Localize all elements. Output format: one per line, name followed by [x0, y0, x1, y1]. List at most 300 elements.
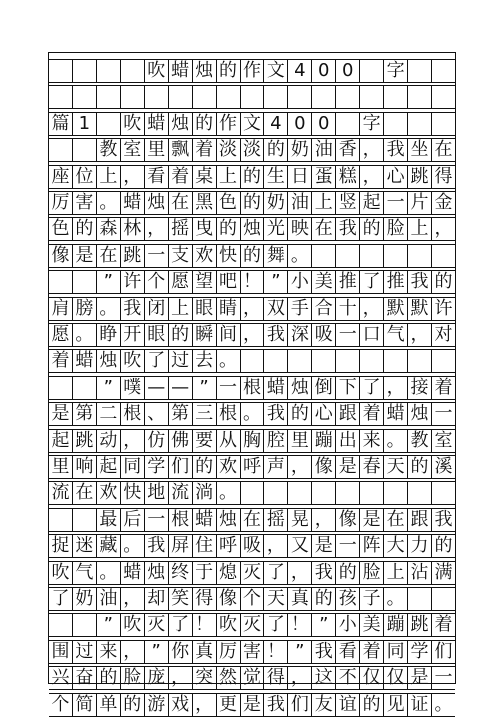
- grid-cell: [193, 85, 217, 109]
- grid-cell: 室: [434, 429, 453, 451]
- grid-cell: 大: [384, 534, 408, 558]
- grid-cell: 了: [169, 613, 193, 637]
- grid-cell: ，: [360, 138, 384, 162]
- grid-cell: 淡: [217, 138, 241, 162]
- grid-cell: 流: [169, 481, 193, 505]
- grid-cell: [49, 138, 73, 162]
- grid-cell: 心: [384, 165, 408, 189]
- grid-cell: [432, 244, 455, 268]
- grid-cell: 后: [121, 508, 145, 532]
- grid-cell: [432, 59, 455, 83]
- grid-cells: [49, 666, 455, 690]
- grid-cell: 的: [360, 693, 384, 717]
- grid-cell: 熄: [217, 561, 241, 585]
- grid-cell: ”: [97, 376, 121, 400]
- grid-cell: 一: [434, 403, 453, 425]
- grid-cell: 们: [434, 640, 453, 662]
- grid-cell: 日: [288, 165, 312, 189]
- grid-cell: 得: [434, 165, 453, 187]
- grid-cell: 个: [241, 587, 265, 611]
- grid-cell: 证: [408, 693, 432, 717]
- grid-cell: 天: [384, 455, 408, 479]
- grid-cell: 蜡: [384, 402, 408, 426]
- grid-cell: [360, 85, 384, 109]
- grid-cell: 力: [408, 534, 432, 558]
- grid-row: [49, 138, 455, 162]
- grid-cell: 突: [193, 666, 217, 690]
- grid-cell: 溪: [434, 456, 453, 477]
- grid-cell: 跟: [408, 508, 432, 532]
- grid-cell: 根: [121, 402, 145, 426]
- grid-cell: 笑: [169, 587, 193, 611]
- grid-cell: ，: [241, 297, 265, 321]
- grid-cell: 在: [73, 481, 97, 505]
- grid-row: [49, 508, 455, 532]
- grid-cell: 接: [408, 376, 432, 400]
- grid-cell: 许: [434, 297, 453, 319]
- grid-row: [49, 455, 455, 479]
- grid-cell: 在: [241, 508, 265, 532]
- grid-cell: [241, 85, 265, 109]
- grid-cell: 欢: [193, 244, 217, 268]
- grid-cell: [121, 85, 145, 109]
- grid-cell: 双: [264, 297, 288, 321]
- grid-cell: 跟: [336, 402, 360, 426]
- grid-cell: [336, 244, 360, 268]
- grid-cell: 烛: [217, 508, 241, 532]
- grid-row: [49, 244, 455, 268]
- grid-cell: 蜡: [73, 349, 97, 373]
- grid-cell: [312, 244, 336, 268]
- grid-cell: [360, 59, 384, 83]
- grid-cell: 快: [121, 481, 145, 505]
- grid-cell: 呼: [217, 534, 241, 558]
- grid-cells: [49, 349, 455, 373]
- grid-cell: 觉: [241, 666, 265, 690]
- grid-cell: 起: [360, 191, 384, 215]
- grid-cell: 春: [360, 455, 384, 479]
- grid-cell: 蜡: [121, 191, 145, 215]
- grid-row: [49, 640, 455, 664]
- grid-cell: 天: [264, 587, 288, 611]
- grid-cell: [360, 244, 384, 268]
- grid-cells: [49, 376, 455, 400]
- grid-cell: 像: [49, 244, 73, 268]
- grid-cell: [145, 85, 169, 109]
- grid-cell: [288, 481, 312, 505]
- grid-cell: ！: [193, 613, 217, 637]
- grid-cell: [73, 613, 97, 637]
- grid-cell: 根: [241, 376, 265, 400]
- grid-cell: 满: [434, 561, 453, 583]
- grid-cell: 的: [408, 455, 432, 479]
- grid-cell: [49, 613, 73, 637]
- grid-cells: [49, 534, 455, 558]
- grid-cell: 教: [97, 138, 121, 162]
- grid-cell: 阵: [360, 534, 384, 558]
- grid-cell: 默: [408, 297, 432, 321]
- grid-cell: [432, 112, 455, 136]
- grid-cell: 第: [169, 402, 193, 426]
- grid-cell: 的: [73, 217, 97, 241]
- grid-cell: 你: [169, 640, 193, 664]
- grid-cell: 的: [241, 165, 265, 189]
- grid-cell: 烛: [145, 191, 169, 215]
- grid-cell: [49, 270, 73, 294]
- grid-cell: [49, 376, 73, 400]
- grid-cell: 美: [312, 270, 336, 294]
- grid-cell: 着: [169, 165, 193, 189]
- grid-cell: 的: [434, 535, 453, 557]
- grid-row: [49, 112, 455, 136]
- grid-cell: 上: [97, 165, 121, 189]
- grid-cell: 眼: [193, 297, 217, 321]
- grid-cell: 上: [312, 191, 336, 215]
- grid-cell: [408, 349, 432, 373]
- grid-cell: ！: [264, 640, 288, 664]
- grid-cell: 我: [145, 534, 169, 558]
- grid-cell: 腔: [264, 429, 288, 453]
- grid-cell: 摇: [264, 508, 288, 532]
- grid-cell: 来: [97, 640, 121, 664]
- grid-cell: ，: [121, 165, 145, 189]
- grid-cell: 。: [288, 244, 312, 268]
- grid-cell: 。: [121, 534, 145, 558]
- grid-cell: 学: [145, 455, 169, 479]
- grid-cell: 了: [360, 270, 384, 294]
- grid-cell: ”: [312, 613, 336, 637]
- grid-cell: [432, 481, 455, 505]
- grid-cell: [49, 508, 73, 532]
- grid-cell: 位: [73, 165, 97, 189]
- grid-cell: 着: [193, 138, 217, 162]
- grid-cell: 上: [169, 297, 193, 321]
- grid-cell: ！: [241, 270, 265, 294]
- grid-cell: 肩: [49, 297, 73, 321]
- grid-cell: 要: [193, 429, 217, 453]
- grid-cell: 一: [217, 376, 241, 400]
- grid-cell: ，: [408, 323, 432, 347]
- grid-cell: 。: [97, 297, 121, 321]
- grid-cell: 飘: [169, 138, 193, 162]
- grid-cell: 戏: [169, 693, 193, 717]
- grid-cell: [408, 587, 432, 611]
- grid-cell: 的: [434, 271, 453, 293]
- grid-cell: 对: [434, 324, 453, 345]
- grid-cell: 。: [384, 429, 408, 453]
- grid-cell: 蹦: [384, 613, 408, 637]
- grid-cell: ，: [169, 666, 193, 690]
- grid-cell: 口: [360, 323, 384, 347]
- grid-cell: [169, 85, 193, 109]
- grid-cell: 噗: [121, 376, 145, 400]
- grid-cell: 起: [97, 455, 121, 479]
- grid-cell: 得: [264, 666, 288, 690]
- grid-cell: [336, 85, 360, 109]
- grid-cell: 我: [434, 508, 453, 530]
- grid-cells: [49, 640, 455, 664]
- grid-cell: 一: [336, 534, 360, 558]
- grid-cell: 的: [288, 402, 312, 426]
- grid-cell: [73, 85, 97, 109]
- grid-cell: [408, 481, 432, 505]
- grid-cell: 第: [73, 402, 97, 426]
- grid-row: [49, 481, 455, 505]
- grid-cell: 害: [73, 191, 97, 215]
- grid-cell: 着: [434, 614, 453, 636]
- grid-cell: 烛: [97, 349, 121, 373]
- grid-row: [49, 402, 455, 426]
- grid-cell: 间: [217, 323, 241, 347]
- grid-cell: 舞: [264, 244, 288, 268]
- grid-cell: 个: [145, 270, 169, 294]
- grid-cell: 蜡: [121, 561, 145, 585]
- grid-cell: 终: [169, 561, 193, 585]
- grid-cell: 动: [97, 429, 121, 453]
- grid-cell: 森: [97, 217, 121, 241]
- grid-cell: ，: [121, 640, 145, 664]
- grid-cell: 黑: [193, 191, 217, 215]
- grid-cell: 奶: [264, 191, 288, 215]
- manuscript-grid-sheet: [48, 52, 456, 715]
- grid-cells: [49, 481, 455, 505]
- grid-cell: ，: [264, 534, 288, 558]
- grid-cell: 奶: [73, 587, 97, 611]
- grid-cell: 却: [145, 587, 169, 611]
- grid-cell: [312, 481, 336, 505]
- grid-cell: 吹: [217, 613, 241, 637]
- grid-cell: 的: [169, 323, 193, 347]
- grid-cell: 篇: [49, 112, 73, 136]
- grid-cell: 的: [217, 217, 241, 241]
- grid-cell: 膀: [73, 297, 97, 321]
- grid-cell: 跳: [121, 244, 145, 268]
- grid-cell: 里: [288, 429, 312, 453]
- grid-cell: 庞: [145, 666, 169, 690]
- grid-cell: 。: [97, 561, 121, 585]
- grid-cell: 。: [434, 693, 453, 715]
- grid-cell: [384, 244, 408, 268]
- grid-cell: 蜡: [264, 376, 288, 400]
- grid-cell: 。: [73, 323, 97, 347]
- grid-cell: 4: [264, 112, 288, 136]
- grid-cell: 厉: [49, 191, 73, 215]
- grid-cell: 跳: [408, 613, 432, 637]
- grid-cells: [49, 587, 455, 611]
- grid-cell: 的: [336, 561, 360, 585]
- grid-cell: ”: [264, 270, 288, 294]
- grid-cell: 。: [217, 349, 241, 373]
- grid-row: [49, 534, 455, 558]
- grid-cell: ，: [288, 455, 312, 479]
- grid-row: [49, 297, 455, 321]
- grid-cell: 0: [312, 59, 336, 83]
- grid-cell: 眼: [145, 323, 169, 347]
- grid-cell: [408, 112, 432, 136]
- grid-cell: 着: [360, 640, 384, 664]
- grid-row: [49, 85, 455, 109]
- grid-cell: 来: [360, 429, 384, 453]
- grid-cell: [408, 85, 432, 109]
- grid-cell: 吹: [121, 349, 145, 373]
- grid-cell: 响: [73, 455, 97, 479]
- grid-cell: 学: [408, 640, 432, 664]
- grid-cell: 美: [360, 613, 384, 637]
- grid-cell: 的: [264, 138, 288, 162]
- grid-cell: 最: [97, 508, 121, 532]
- grid-cell: 灭: [145, 613, 169, 637]
- grid-cells: [49, 59, 455, 83]
- grid-cells: [49, 85, 455, 109]
- grid-cell: 淌: [193, 481, 217, 505]
- grid-cell: 金: [434, 192, 453, 213]
- grid-cell: 小: [336, 613, 360, 637]
- grid-cell: 糕: [336, 165, 360, 189]
- grid-cell: ，: [384, 376, 408, 400]
- grid-cell: 我: [384, 138, 408, 162]
- grid-cell: 友: [312, 693, 336, 717]
- grid-cell: 佛: [169, 429, 193, 453]
- grid-cell: 围: [49, 640, 73, 664]
- grid-cell: 厉: [217, 640, 241, 664]
- grid-cell: 0: [336, 59, 360, 83]
- grid-cell: 得: [193, 587, 217, 611]
- grid-row: [49, 217, 455, 241]
- grid-cell: 真: [288, 587, 312, 611]
- grid-cell: [360, 349, 384, 373]
- grid-cells: [49, 112, 455, 136]
- grid-cell: ，: [360, 297, 384, 321]
- grid-cell: 吹: [49, 561, 73, 585]
- grid-cell: 愿: [169, 270, 193, 294]
- grid-cell: 林: [121, 217, 145, 241]
- grid-cell: 谊: [336, 693, 360, 717]
- grid-cells: [49, 429, 455, 453]
- grid-cell: 支: [169, 244, 193, 268]
- grid-cell: 烛: [408, 402, 432, 426]
- grid-cell: 睁: [97, 323, 121, 347]
- grid-cell: 吸: [241, 534, 265, 558]
- grid-cell: 竖: [336, 191, 360, 215]
- grid-cell: 蛋: [312, 165, 336, 189]
- grid-cell: 屏: [169, 534, 193, 558]
- grid-cell: 文: [241, 112, 265, 136]
- grid-cell: 像: [336, 508, 360, 532]
- grid-cell: 上: [217, 165, 241, 189]
- grid-cell: 胸: [241, 429, 265, 453]
- grid-cell: 推: [384, 270, 408, 294]
- grid-cell: [73, 376, 97, 400]
- grid-cells: [49, 561, 455, 585]
- grid-cell: 香: [336, 138, 360, 162]
- grid-cell: ，: [145, 217, 169, 241]
- grid-cell: 、: [145, 402, 169, 426]
- grid-cell: [264, 85, 288, 109]
- grid-cell: 的: [241, 244, 265, 268]
- grid-cell: 简: [73, 693, 97, 717]
- grid-cell: 地: [145, 481, 169, 505]
- grid-row: [49, 165, 455, 189]
- grid-cell: 捉: [49, 534, 73, 558]
- grid-cell: ”: [145, 640, 169, 664]
- grid-cell: 出: [336, 429, 360, 453]
- grid-cell: 字: [384, 59, 408, 83]
- grid-cell: 摇: [169, 217, 193, 241]
- grid-cell: 上: [384, 561, 408, 585]
- grid-cell: ，: [193, 693, 217, 717]
- grid-cell: 映: [288, 217, 312, 241]
- grid-cell: ”: [288, 640, 312, 664]
- grid-cells: [49, 402, 455, 426]
- grid-cell: [97, 85, 121, 109]
- grid-cell: 在: [97, 244, 121, 268]
- grid-cell: 像: [217, 587, 241, 611]
- grid-cell: [288, 349, 312, 373]
- grid-cell: 。: [97, 191, 121, 215]
- grid-cell: 迷: [73, 534, 97, 558]
- grid-cell: 了: [264, 561, 288, 585]
- grid-row: [49, 613, 455, 637]
- grid-cell: 一: [145, 244, 169, 268]
- grid-cell: 起: [49, 429, 73, 453]
- grid-cell: 吹: [145, 59, 169, 83]
- grid-cell: 开: [121, 323, 145, 347]
- grid-cell: [264, 481, 288, 505]
- grid-cells: [49, 270, 455, 294]
- grid-cell: 灭: [241, 561, 265, 585]
- grid-cells: [49, 138, 455, 162]
- grid-cell: 是: [336, 455, 360, 479]
- grid-cell: 心: [312, 402, 336, 426]
- grid-cell: —: [169, 376, 193, 400]
- grid-cell: [241, 349, 265, 373]
- grid-cell: 一: [434, 667, 453, 689]
- grid-cell: 脸: [360, 561, 384, 585]
- grid-cell: 兴: [49, 666, 73, 690]
- grid-cell: 一: [336, 323, 360, 347]
- grid-cell: 孩: [336, 587, 360, 611]
- grid-row: [49, 270, 455, 294]
- grid-cell: 小: [288, 270, 312, 294]
- grid-cell: 座: [49, 165, 73, 189]
- grid-cell: 从: [217, 429, 241, 453]
- grid-cell: 这: [312, 666, 336, 690]
- grid-cell: 去: [193, 349, 217, 373]
- grid-row: [49, 376, 455, 400]
- grid-cell: 了: [360, 376, 384, 400]
- grid-cell: 下: [336, 376, 360, 400]
- grid-cell: 仅: [360, 666, 384, 690]
- grid-cell: 的: [193, 112, 217, 136]
- grid-cell: 烛: [169, 112, 193, 136]
- grid-cell: 油: [312, 138, 336, 162]
- grid-cell: 的: [360, 217, 384, 241]
- grid-cell: [73, 59, 97, 83]
- grid-cell: [49, 85, 73, 109]
- grid-cell: 仅: [384, 666, 408, 690]
- grid-cell: 然: [217, 666, 241, 690]
- grid-cell: 像: [312, 455, 336, 479]
- grid-cell: 奶: [288, 138, 312, 162]
- grid-cell: 吹: [121, 613, 145, 637]
- grid-cell: 是: [312, 534, 336, 558]
- grid-cell: 。: [384, 587, 408, 611]
- grid-cell: 的: [193, 455, 217, 479]
- grid-cell: 气: [73, 561, 97, 585]
- grid-cell: 坐: [408, 138, 432, 162]
- grid-row: [49, 693, 455, 717]
- grid-cell: [360, 481, 384, 505]
